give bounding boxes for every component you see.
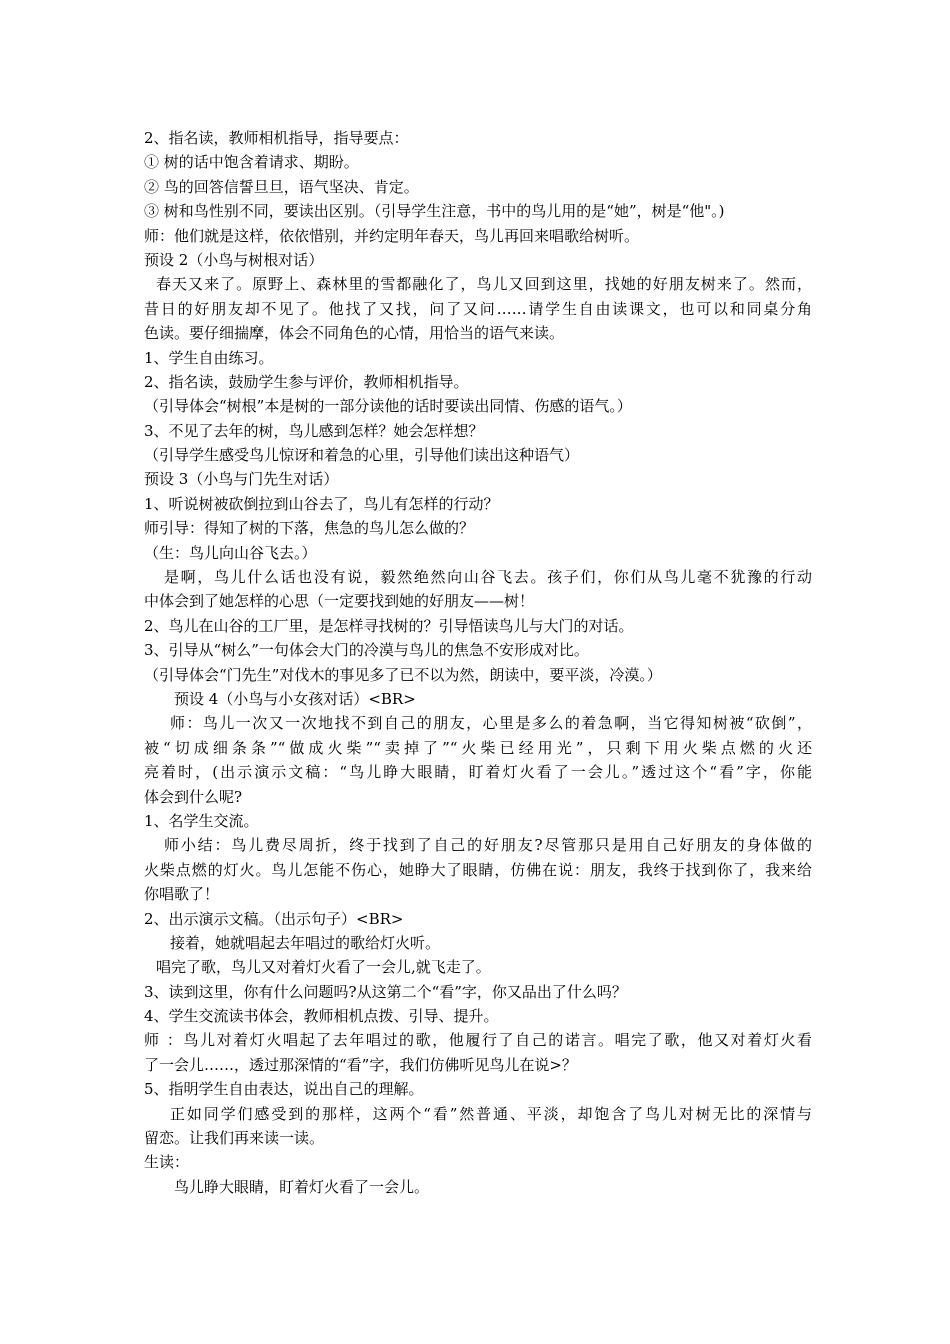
text-line: ② 鸟的回答信誓旦旦，语气坚决、肯定。 <box>144 177 419 196</box>
text-line: 火柴点燃的灯火。鸟儿怎能不伤心，她睁大了眼睛，仿佛在说：朋友，我终于找到你了，我来给 <box>144 860 812 879</box>
text-line: 师小结：鸟儿费尽周折，终于找到了自己的好朋友?尽管那只是用自己好朋友的身体做的 <box>164 836 812 855</box>
text-line: 3、引导从“树么”一句体会大门的冷漠与鸟儿的焦急不安形成对比。 <box>144 641 589 660</box>
section-heading: 预设 3（小鸟与门先生对话） <box>144 470 339 489</box>
text-line: ① 树的话中饱含着请求、期盼。 <box>144 153 359 172</box>
text-line: 是啊，鸟儿什么话也没有说，毅然绝然向山谷飞去。孩子们，你们从鸟儿毫不犹豫的行动 <box>164 568 812 587</box>
section-heading: 预设 4（小鸟与小女孩对话）<BR> <box>174 689 416 708</box>
text-line: ③ 树和鸟性别不同，要读出区别。（引导学生注意，书中的鸟儿用的是“她”，树是“他"。) <box>144 202 725 221</box>
text-line: 留恋。让我们再来读一读。 <box>144 1129 325 1148</box>
text-line: 色读。要仔细揣摩，体会不同角色的心情，用恰当的语气来读。 <box>144 324 565 343</box>
text-line: 2、出示演示文稿。（出示句子）<BR> <box>144 909 404 928</box>
text-line: 正如同学们感受到的那样，这两个“看”然普通、平淡，却饱含了鸟儿对树无比的深情与 <box>170 1104 812 1123</box>
text-line: 春天又来了。原野上、森林里的雪都融化了，鸟儿又回到这里，找她的好朋友树来了。然而， <box>156 275 812 294</box>
text-line: 唱完了歌，鸟儿又对着灯火看了一会儿,就飞走了。 <box>156 958 491 977</box>
text-line: 1、听说树被砍倒拉到山谷去了，鸟儿有怎样的行动？ <box>144 494 499 513</box>
text-line: 昔日的好朋友却不见了。他找了又找，问了又问……请学生自由读课文，也可以和同桌分角 <box>144 299 812 318</box>
text-line: （引导学生感受鸟儿惊讶和着急的心里，引导他们读出这种语气） <box>144 446 580 465</box>
text-line: 1、学生自由练习。 <box>144 348 274 367</box>
text-line: 师：他们就是这样，依依惜别，并约定明年春天，鸟儿再回来唱歌给树听。 <box>144 226 640 245</box>
text-line: 5、指明学生自由表达，说出自己的理解。 <box>144 1080 424 1099</box>
text-line: 2、指名读，鼓励学生参与评价，教师相机指导。 <box>144 372 469 391</box>
text-line: 4、学生交流读书体会，教师相机点拨、引导、提升。 <box>144 1007 499 1026</box>
text-line: 接着，她就唱起去年唱过的歌给灯火听。 <box>170 933 441 952</box>
text-line: （引导体会“门先生”对伐木的事见多了已不以为然，朗读中，要平淡，冷漠。） <box>144 665 662 684</box>
text-line: 被“切成细条条”“做成火柴”“卖掉了”“火柴已经用光”，只剩下用火柴点燃的火还 <box>144 738 812 757</box>
text-line: 师：鸟儿一次又一次地找不到自己的朋友，心里是多么的着急啊，当它得知树被“砍倒”， <box>170 714 812 733</box>
text-line: 3、读到这里，你有什么问题吗?从这第二个“看”字，你又品出了什么吗？ <box>144 982 627 1001</box>
text-line: （引导体会“树根”本是树的一部分读他的话时要读出同情、伤感的语气。） <box>144 397 632 416</box>
text-line: 了一会儿……，透过那深情的“看”字，我们仿佛听见鸟儿在说>？ <box>144 1055 577 1074</box>
text-line: 3、不见了去年的树，鸟儿感到怎样？她会怎样想？ <box>144 421 484 440</box>
text-line: 1、名学生交流。 <box>144 811 259 830</box>
text-line: 师 ：鸟儿对着灯火唱起了去年唱过的歌，他履行了自己的诺言。唱完了歌，他又对着灯火看 <box>144 1031 812 1050</box>
section-heading: 预设 2（小鸟与树根对话） <box>144 250 324 269</box>
text-line: 师引导：得知了树的下落，焦急的鸟儿怎么做的？ <box>144 519 475 538</box>
text-line: 2、鸟儿在山谷的工厂里，是怎样寻找树的？引导悟读鸟儿与大门的对话。 <box>144 616 634 635</box>
text-line: 生读： <box>144 1153 190 1172</box>
text-line: 鸟儿睁大眼睛，盯着灯火看了一会儿。 <box>174 1177 430 1196</box>
text-line: 中体会到了她怎样的心思（一定要找到她的好朋友——树！ <box>144 592 535 611</box>
document-page <box>144 126 812 1199</box>
text-line: 亮着时，(出示演示文稿：“鸟儿睁大眼睛，盯着灯火看了一会儿。”透过这个“看”字，你能 <box>144 763 812 782</box>
text-line: （生：鸟儿向山谷飞去。） <box>144 543 317 562</box>
text-line: 你唱歌了！ <box>144 885 220 904</box>
text-line: 体会到什么呢? <box>144 787 243 806</box>
text-line: 2、指名读，教师相机指导，指导要点： <box>144 129 409 147</box>
